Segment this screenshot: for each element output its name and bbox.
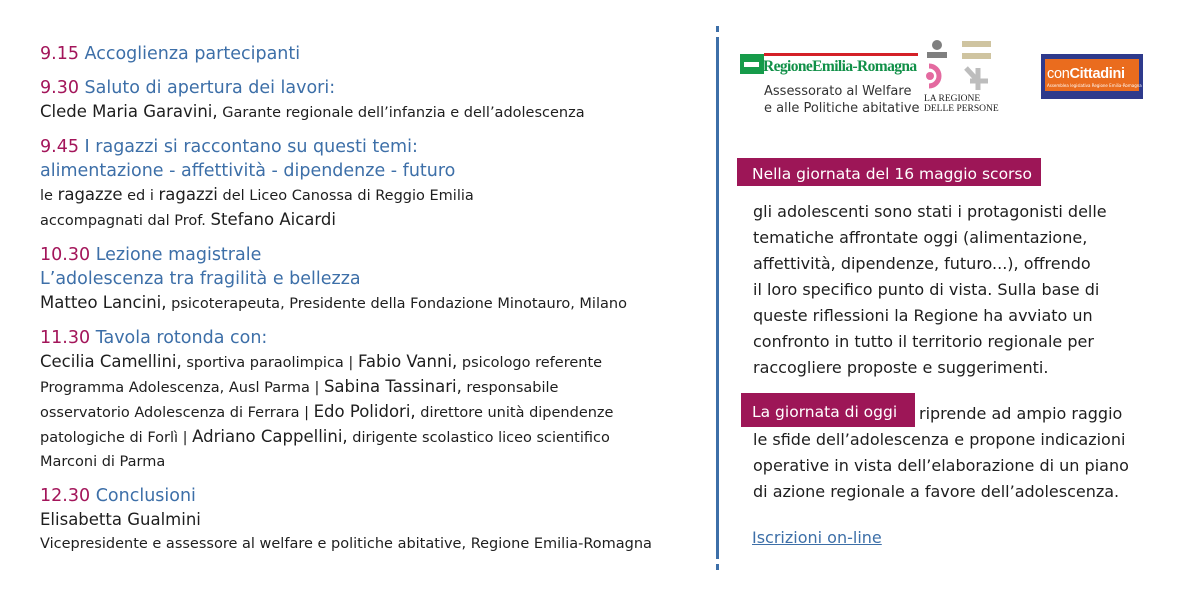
agenda-detail-line	[40, 400, 700, 425]
speaker-name: ragazzi	[158, 185, 218, 204]
speaker-name: Adriano Cappellini,	[192, 427, 348, 446]
speaker-detail: le	[40, 188, 58, 204]
concittadini-logo	[1041, 54, 1143, 99]
agenda-title-text: Conclusioni	[95, 486, 196, 506]
concittadini-name: Cittadini	[1069, 66, 1125, 82]
agenda-subtitle	[40, 267, 700, 291]
agenda-detail-line	[40, 532, 700, 556]
agenda-detail-line	[40, 100, 700, 125]
speaker-detail: ed i	[122, 188, 159, 204]
regione-delle-persone-logo	[922, 38, 997, 118]
speaker-detail: psicologo referente	[457, 355, 603, 371]
agenda-title-text: Lezione magistrale	[95, 245, 262, 265]
regione-delle-persone-mark-icon	[922, 38, 997, 94]
agenda-time: 11.30	[40, 328, 91, 348]
agenda-item	[40, 135, 700, 233]
regione-emilia-romagna-logo	[740, 53, 920, 133]
agenda-time: 10.30	[40, 245, 91, 265]
assessorato-label	[764, 83, 920, 117]
paragraph-first-line-text: riprende ad ampio raggio	[919, 404, 1123, 423]
logo-red-line	[764, 53, 918, 56]
agenda	[40, 42, 700, 566]
agenda-detail-line	[40, 425, 700, 450]
speaker-name: ragazze	[57, 185, 123, 204]
speaker-name: Sabina Tassinari,	[323, 377, 462, 396]
speaker-detail: responsabile	[461, 380, 559, 396]
agenda-title-text: I ragazzi si raccontano su questi temi:	[84, 137, 418, 157]
speaker-name: Matteo Lancini,	[40, 293, 167, 312]
agenda-subtitle	[40, 159, 700, 183]
regione-name: RegioneEmilia-Romagna	[763, 58, 917, 75]
agenda-title	[40, 326, 700, 350]
agenda-item	[40, 326, 700, 474]
agenda-detail-line	[40, 508, 700, 532]
speaker-detail: Programma Adolescenza, Ausl Parma |	[40, 380, 324, 396]
agenda-title	[40, 484, 700, 508]
paragraph-giornata-oggi	[753, 401, 1129, 505]
speaker-detail: Marconi di Parma	[40, 454, 166, 470]
caption-line-1: LA REGIONE	[924, 94, 981, 104]
paragraph-line: il loro specifico punto di vista. Sulla base di	[753, 280, 1100, 299]
agenda-time: 9.45	[40, 137, 79, 157]
speaker-name: Fabio Vanni,	[357, 352, 458, 371]
speaker-name: Stefano Aicardi	[210, 210, 336, 229]
iscrizioni-link[interactable]: Iscrizioni on-line	[752, 528, 882, 547]
concittadini-box	[1045, 59, 1142, 91]
agenda-detail-line	[40, 208, 700, 233]
speaker-name: Clede Maria Garavini,	[40, 102, 218, 121]
speaker-detail: Vicepresidente e assessore al welfare e politiche abitative, Regione Emilia-Romagna	[40, 536, 652, 552]
assessorato-line-1: Assessorato al Welfare	[764, 84, 912, 99]
agenda-title-text: alimentazione - affettività - dipendenze - futuro	[40, 161, 456, 181]
concittadini-tagline: Assemblea legislativa Regione Emilia-Romagna	[1047, 83, 1142, 88]
speaker-detail: accompagnati dal Prof.	[40, 213, 211, 229]
paragraph-first-line	[753, 401, 1129, 427]
paragraph-16-maggio	[753, 199, 1107, 381]
speaker-detail: osservatorio Adolescenza di Ferrara |	[40, 405, 314, 421]
paragraph-line: queste riflessioni la Regione ha avviato un	[753, 306, 1093, 325]
speaker-detail: Garante regionale dell’infanzia e dell’adolescenza	[217, 105, 585, 121]
agenda-detail-line	[40, 375, 700, 400]
speaker-detail: psicoterapeuta, Presidente della Fondazione Minotauro, Milano	[166, 296, 627, 312]
agenda-detail-line	[40, 183, 700, 208]
agenda-time: 9.30	[40, 78, 79, 98]
paragraph-line: le sfide dell’adolescenza e propone indicazioni	[753, 430, 1126, 449]
agenda-title-text: Saluto di apertura dei lavori:	[84, 78, 336, 98]
agenda-detail-line	[40, 450, 700, 474]
paragraph-line: operative in vista dell’elaborazione di un piano	[753, 456, 1129, 475]
speaker-detail: del Liceo Canossa di Reggio Emilia	[217, 188, 474, 204]
caption-line-2: DELLE PERSONE	[924, 104, 999, 114]
agenda-item	[40, 42, 700, 66]
paragraph-line: tematiche affrontate oggi (alimentazione,	[753, 228, 1088, 247]
vertical-divider	[716, 26, 719, 570]
highlight-giornata-oggi: La giornata di oggi	[741, 393, 915, 427]
assessorato-line-2: e alle Politiche abitative	[764, 101, 920, 116]
agenda-item	[40, 76, 700, 125]
paragraph-line: confronto in tutto il territorio regionale per	[753, 332, 1094, 351]
agenda-title	[40, 42, 700, 66]
highlight-16-maggio: Nella giornata del 16 maggio scorso	[737, 158, 1041, 186]
agenda-item	[40, 243, 700, 316]
speaker-detail: dirigente scolastico liceo scientifico	[347, 430, 610, 446]
agenda-title	[40, 76, 700, 100]
speaker-detail: direttore unità dipendenze	[415, 405, 614, 421]
concittadini-wordmark	[1047, 66, 1125, 82]
speaker-name: Edo Polidori,	[313, 402, 416, 421]
agenda-detail-line	[40, 291, 700, 316]
agenda-time: 9.15	[40, 44, 79, 64]
paragraph-line: di azione regionale a favore dell’adolescenza.	[753, 482, 1120, 501]
agenda-title	[40, 243, 700, 267]
regione-delle-persone-caption	[924, 94, 999, 114]
paragraph-line: affettività, dipendenze, futuro...), offrendo	[753, 254, 1091, 273]
speaker-detail: patologiche di Forlì |	[40, 430, 193, 446]
agenda-title-text: L’adolescenza tra fragilità e bellezza	[40, 269, 361, 289]
paragraph-line: raccogliere proposte e suggerimenti.	[753, 358, 1049, 377]
agenda-time: 12.30	[40, 486, 91, 506]
agenda-title	[40, 135, 700, 159]
agenda-item	[40, 484, 700, 556]
speaker-detail: sportiva paraolimpica |	[181, 355, 358, 371]
paragraph-line: gli adolescenti sono stati i protagonisti delle	[753, 202, 1107, 221]
regione-flag-icon	[740, 54, 764, 74]
concittadini-con: con	[1047, 66, 1070, 82]
agenda-title-text: Accoglienza partecipanti	[84, 44, 301, 64]
agenda-title-text: Tavola rotonda con:	[95, 328, 268, 348]
speaker-name: Cecilia Camellini,	[40, 352, 182, 371]
agenda-detail-line	[40, 350, 700, 375]
speaker-name: Elisabetta Gualmini	[40, 510, 201, 529]
